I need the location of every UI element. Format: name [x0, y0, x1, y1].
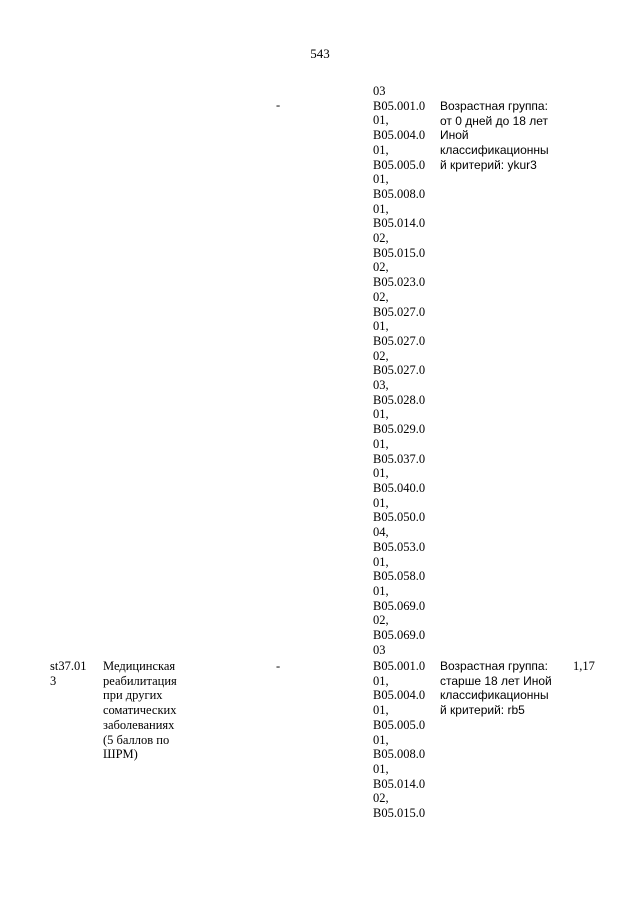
row2-dash: -: [276, 659, 281, 673]
row1-criteria: Возрастная группа: от 0 дней до 18 лет Иной классификационны й критерий: ykur3: [440, 99, 549, 172]
row2-services: B05.001.0 01, B05.004.0 01, B05.005.0 01, B05.008.0 01, B05.014.0 02, B05.015.0: [373, 659, 426, 821]
row2-coefficient: 1,17: [573, 659, 595, 673]
row2-criteria: Возрастная группа: старше 18 лет Иной классификационны й критерий: rb5: [440, 659, 552, 718]
row2-name: Медицинская реабилитация при других соматических заболеваниях (5 баллов по ШРМ): [103, 659, 177, 762]
row1-dash: -: [276, 98, 281, 112]
row2-code: st37.01 3: [50, 659, 87, 688]
row1-services: 03 B05.001.0 01, B05.004.0 01, B05.005.0 01, B05.008.0 01, B05.014.0 02, B05.015.0 02, B05.023.0 02, B05.027.0 01, B05.027.0 02, B05.027.0 03, B05.028.0 01, B05.029.0 01, B05.037.0 01, B05.040.0 01, B05.050.0 04, B05.053.0 01, B05.058.0 01, B05.069.0 02, B05.069.0 03: [373, 84, 426, 657]
page-number: 543: [310, 46, 330, 61]
